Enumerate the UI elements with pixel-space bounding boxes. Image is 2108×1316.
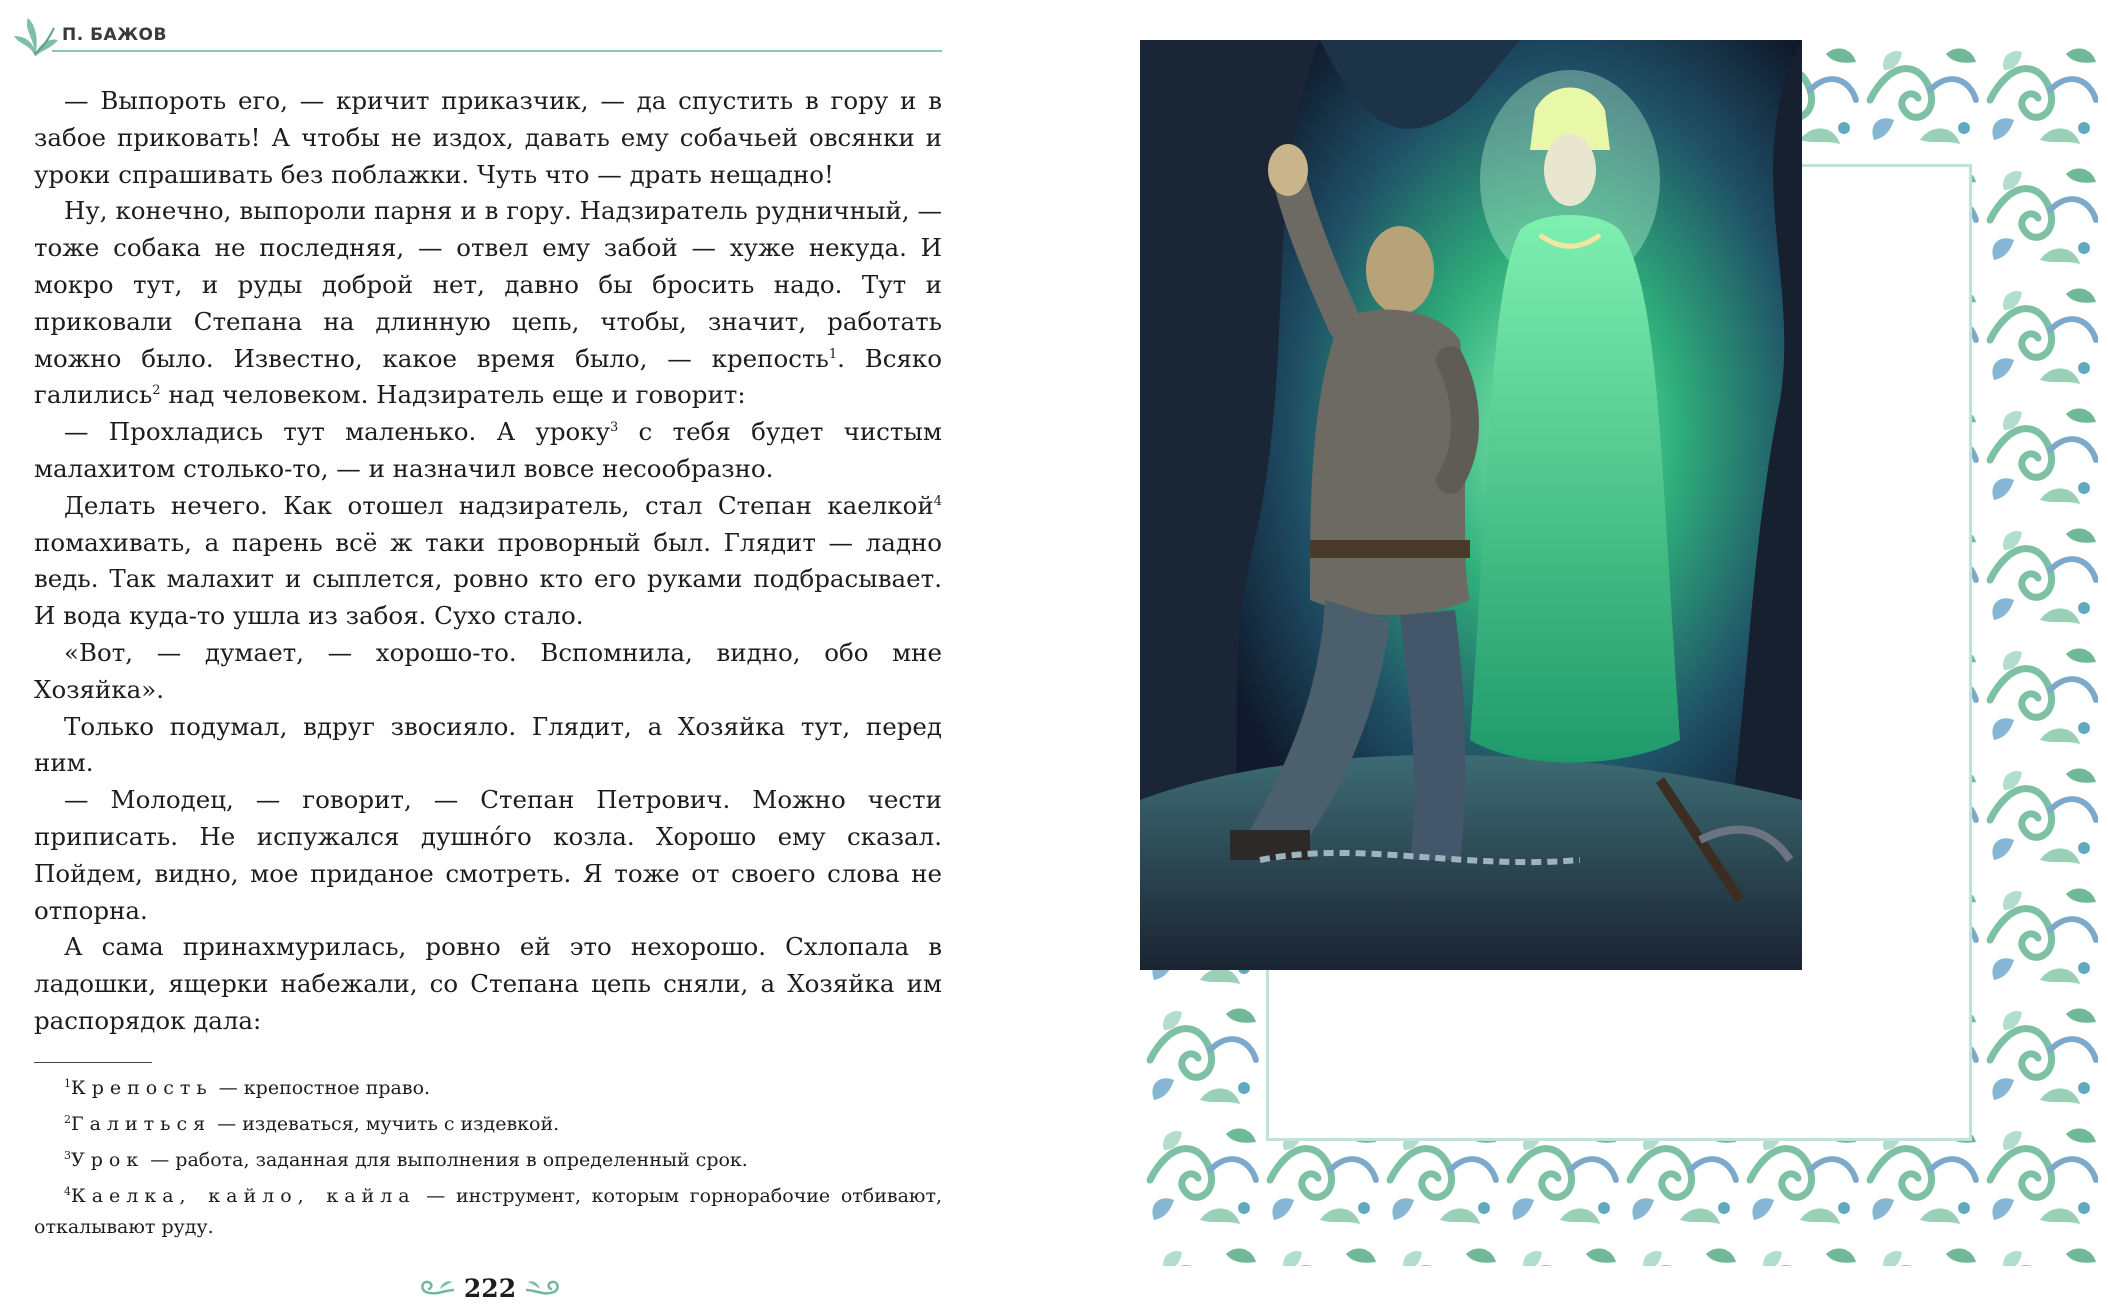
footnote-ref: 4 xyxy=(933,493,942,509)
illustration-painting xyxy=(1140,40,1802,970)
paragraph: — Выпороть его, — кричит приказчик, — да спустить в гору и в забое приковать! А чтобы не издох, давать ему собачьей овсянки и уроки спрашивать без поблажки. Чуть что — драть нещадно! xyxy=(34,86,942,189)
footnote-divider xyxy=(34,1062,152,1063)
paragraph: Ну, конечно, выпороли парня и в гору. Надзиратель рудничный, — тоже собака не последняя, — отвел ему забой — хуже некуда. И мокро тут, и руды доброй нет, давно бы бросить надо. Тут и приковали Степана на длинную цепь, чтобы, значит, работать можно было. Известно, какое время было, — крепость$^1$. Всяко галились$^2$ над человеком. Надзиратель еще и говорит: xyxy=(34,196,942,410)
footnote: $^3$Урок — работа, заданная для выполнения в определенный срок. xyxy=(64,1149,748,1171)
footnotes xyxy=(34,1068,942,1243)
folio-curl-icon xyxy=(524,1276,562,1302)
main-text xyxy=(34,83,942,1040)
leaf-ornament-icon xyxy=(10,14,60,62)
page-number xyxy=(410,1270,570,1310)
running-head-author: П. БАЖОВ xyxy=(62,25,167,45)
illustration-frame xyxy=(1140,40,2104,1272)
footnote-ref: 3 xyxy=(610,420,619,436)
paragraph: — Молодец, — говорит, — Степан Петрович. Можно чести приписать. Не испужался душно́го козла. Хорошо ему сказал. Пойдем, видно, мое приданое смотреть. Я тоже от своего слова не отпорна. xyxy=(34,785,942,925)
footnote: $^2$Галиться — издеваться, мучить с издевкой. xyxy=(64,1113,560,1135)
footnote: $^4$Каелка, кайло, кайла — инструмент, которым горнорабочие отбивают, откалывают руду. xyxy=(34,1185,942,1238)
paragraph: А сама принахмурилась, ровно ей это нехорошо. Схлопала в ладошки, ящерки набежали, со Степана цепь сняли, а Хозяйка им распорядок дала: xyxy=(34,932,942,1035)
footnote: $^1$Крепость — крепостное право. xyxy=(64,1077,431,1099)
header-divider xyxy=(52,50,942,52)
paragraph: Только подумал, вдруг звосияло. Глядит, а Хозяйка тут, перед ним. xyxy=(34,711,942,778)
paragraph: «Вот, — думает, — хорошо-то. Вспомнила, видно, обо мне Хозяйка». xyxy=(34,637,942,704)
footnote-ref: 1 xyxy=(828,346,838,362)
folio-curl-icon xyxy=(418,1276,456,1302)
running-head xyxy=(0,14,950,62)
footnote-ref: 2 xyxy=(152,383,161,399)
left-page xyxy=(0,0,1000,1316)
paragraph: — Прохладись тут маленько. А уроку$^3$ с тебя будет чистым малахитом столько-то, — и назначил вовсе несообразно. xyxy=(34,417,942,483)
page-number-text: 222 xyxy=(463,1274,517,1303)
paragraph: Делать нечего. Как отошел надзиратель, стал Степан каелкой$^4$ помахивать, а парень всё ж таки проворный был. Глядит — ладно ведь. Так малахит и сыплется, ровно кто его руками подбрасывает. И вода куда-то ушла из забоя. Сухо стало. xyxy=(34,490,942,631)
